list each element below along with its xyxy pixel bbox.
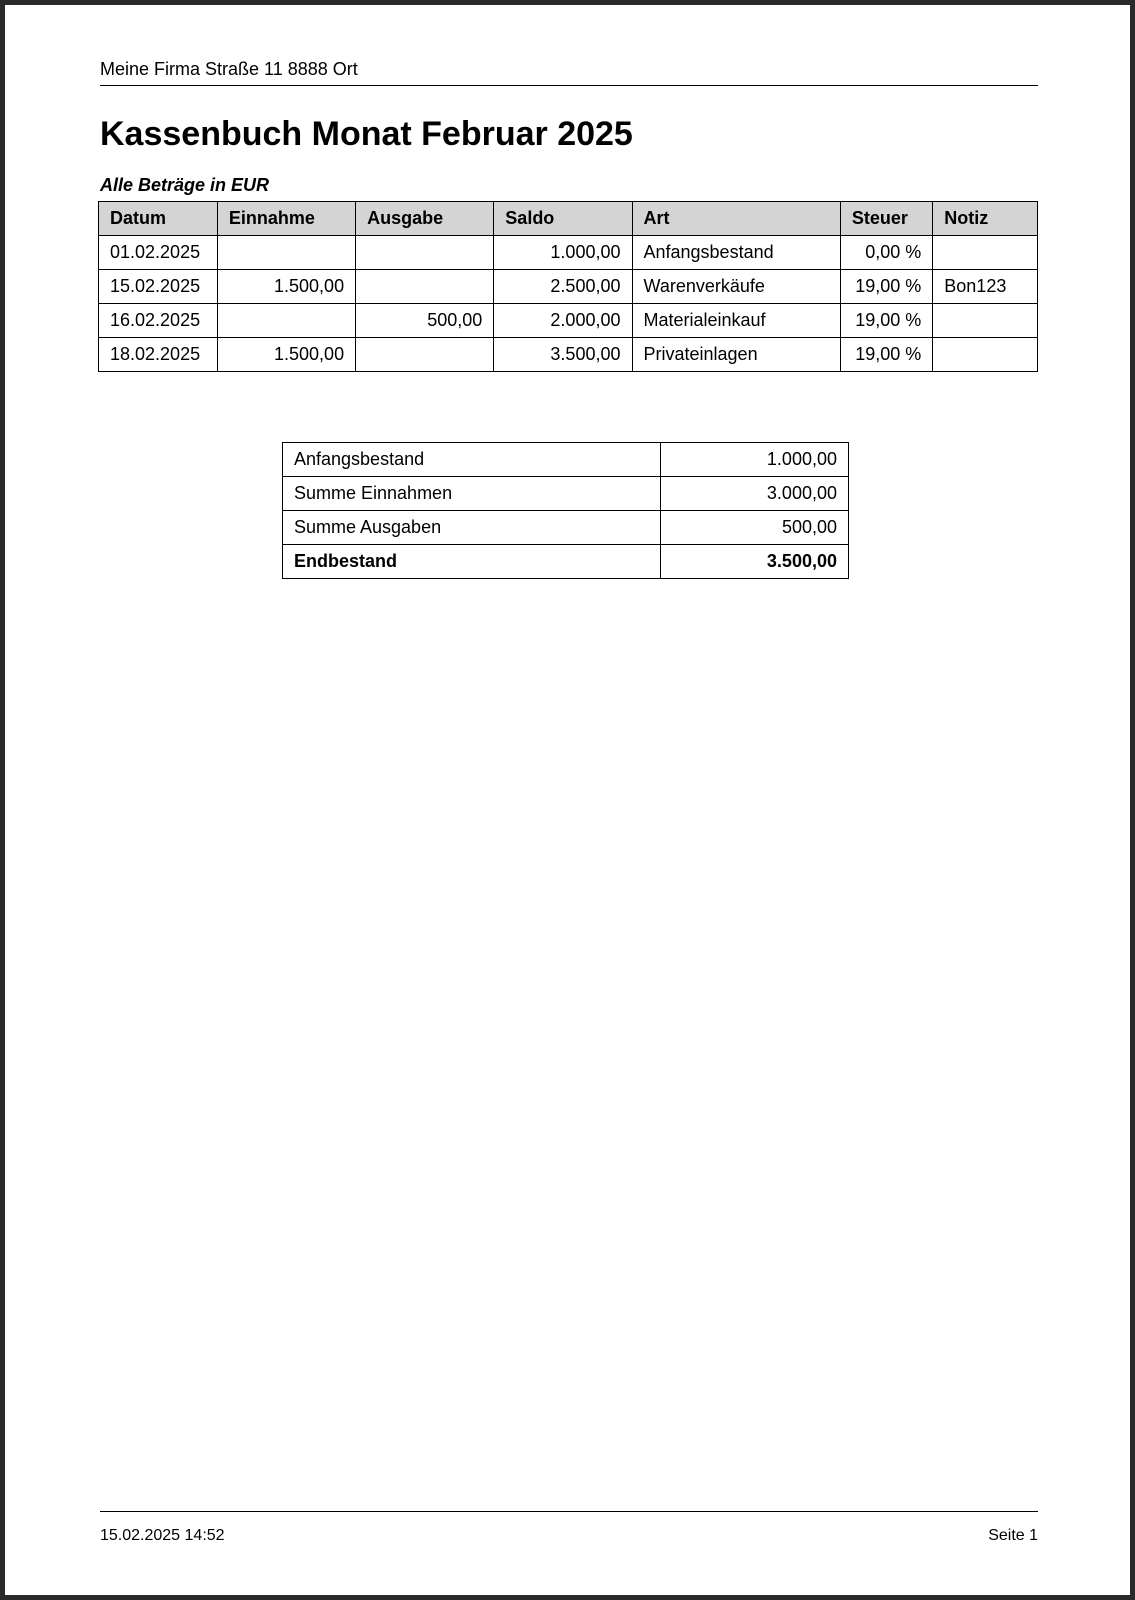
cell-datum: 18.02.2025 (99, 338, 218, 372)
cell-steuer: 19,00 % (840, 270, 932, 304)
cell-steuer: 19,00 % (840, 338, 932, 372)
summary-row (283, 511, 849, 545)
column-header-notiz: Notiz (933, 202, 1038, 236)
cell-art: Materialeinkauf (632, 304, 840, 338)
table-row (99, 236, 1038, 270)
page-title: Kassenbuch Monat Februar 2025 (100, 115, 633, 153)
column-header-art: Art (632, 202, 840, 236)
cell-art: Warenverkäufe (632, 270, 840, 304)
cell-datum: 01.02.2025 (99, 236, 218, 270)
cell-notiz (933, 236, 1038, 270)
cell-einnahme: 1.500,00 (217, 270, 355, 304)
company-address: Meine Firma Straße 11 8888 Ort (100, 59, 358, 79)
table-row (99, 270, 1038, 304)
cell-ausgabe: 500,00 (356, 304, 494, 338)
currency-note: Alle Beträge in EUR (100, 175, 270, 195)
page-footer (100, 1511, 1038, 1552)
cell-saldo: 2.000,00 (494, 304, 632, 338)
summary-value: 1.000,00 (661, 443, 849, 477)
cell-ausgabe (356, 236, 494, 270)
cell-saldo: 2.500,00 (494, 270, 632, 304)
cell-ausgabe (356, 270, 494, 304)
column-header-ausgabe: Ausgabe (356, 202, 494, 236)
cell-notiz: Bon123 (933, 270, 1038, 304)
summary-total-value: 3.500,00 (661, 545, 849, 579)
cell-saldo: 1.000,00 (494, 236, 632, 270)
cell-art: Privateinlagen (632, 338, 840, 372)
summary-table (282, 442, 849, 579)
cell-saldo: 3.500,00 (494, 338, 632, 372)
summary-row (283, 477, 849, 511)
table-row (99, 338, 1038, 372)
table-header-row (99, 202, 1038, 236)
summary-total-label: Endbestand (283, 545, 661, 579)
summary-value: 500,00 (661, 511, 849, 545)
cell-einnahme (217, 304, 355, 338)
table-row (99, 304, 1038, 338)
summary-value: 3.000,00 (661, 477, 849, 511)
cashbook-table (98, 201, 1038, 372)
cell-notiz (933, 304, 1038, 338)
cell-notiz (933, 338, 1038, 372)
column-header-saldo: Saldo (494, 202, 632, 236)
page-header (100, 59, 1038, 86)
summary-label: Summe Einnahmen (283, 477, 661, 511)
cell-datum: 16.02.2025 (99, 304, 218, 338)
summary-label: Summe Ausgaben (283, 511, 661, 545)
page-number: Seite 1 (988, 1527, 1038, 1544)
column-header-steuer: Steuer (840, 202, 932, 236)
cell-ausgabe (356, 338, 494, 372)
cell-art: Anfangsbestand (632, 236, 840, 270)
summary-total-row (283, 545, 849, 579)
summary-label: Anfangsbestand (283, 443, 661, 477)
cell-einnahme: 1.500,00 (217, 338, 355, 372)
cell-steuer: 0,00 % (840, 236, 932, 270)
column-header-einnahme: Einnahme (217, 202, 355, 236)
cell-datum: 15.02.2025 (99, 270, 218, 304)
document-page (5, 5, 1130, 1595)
summary-row (283, 443, 849, 477)
print-datetime: 15.02.2025 14:52 (100, 1527, 225, 1544)
cell-steuer: 19,00 % (840, 304, 932, 338)
column-header-datum: Datum (99, 202, 218, 236)
cell-einnahme (217, 236, 355, 270)
